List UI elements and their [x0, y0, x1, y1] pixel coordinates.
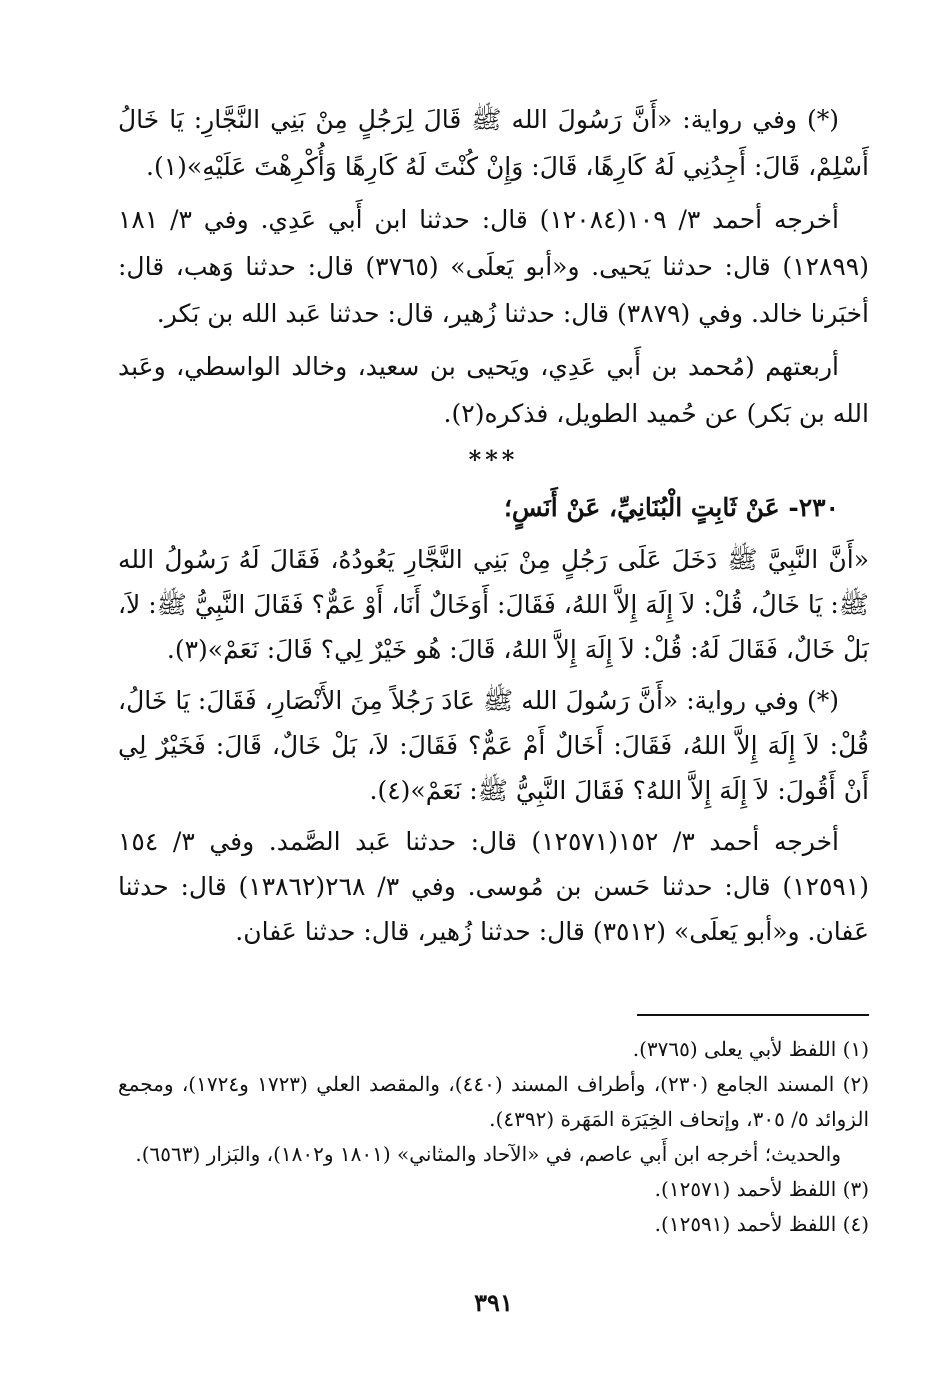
book-page: [118, 96, 869, 1346]
main-text: [118, 96, 869, 954]
page-number: ٣٩١: [474, 1288, 513, 1317]
footnote-1: (١) اللفظ لأبي يعلى (٣٧٦٥).: [632, 1037, 869, 1061]
takhrij-paragraph: أخرجه أحمد ٣/ ١٠٩(١٢٠٨٤) قال: حدثنا ابن أَبي عَدِي. وفي ٣/ ١٨١ (١٢٨٩٩) قال: حدثنا يَحيى. و«أبو يَعلَى» (٣٧٦٥) قال: حدثنا وَهب، قال: أخبَرنا خالد. وفي (٣٨٧٩) قال: حدثنا زُهير، قال: حدثنا عَبد الله بن بَكر.: [118, 205, 869, 328]
footnotes: [118, 1032, 869, 1242]
footnote-4: (٤) اللفظ لأحمد (١٢٥٩١).: [654, 1212, 869, 1236]
footnote-2: (٢) المسند الجامع (٢٣٠)، وأطراف المسند (٤٤٠)، والمقصد العلي (١٧٢٣ و١٧٢٤)، ومجمع الزوائد ٥/ ٣٠٥، وإتحاف الخِيَرَة المَهَرة (٤٣٩٢).: [118, 1072, 870, 1131]
footnote-2-continuation: والحديث؛ أخرجه ابن أَبي عاصم، في «الآحاد والمثاني» (١٨٠١ و١٨٠٢)، والبَزار (٦٥٦٣).: [135, 1142, 841, 1166]
hadith-variant-paragraph: (*) وفي رواية: «أَنَّ رَسُولَ الله ﷺ عَادَ رَجُلاً مِنَ الأَنْصَارِ، فَقَالَ: يَا خَالُ، قُلْ: لاَ إِلَهَ إِلاَّ اللهُ، فَقَالَ: أَخَالٌ أَمْ عَمٌّ؟ فَقَالَ: لاَ، بَلْ خَالٌ، قَالَ: فَخَيْرٌ لِي أَنْ أَقُولَ: لاَ إِلَهَ إِلاَّ اللهُ؟ فَقَالَ النَّبِيُّ ﷺ: نَعَمْ»(٤).: [118, 686, 869, 805]
footnote-3: (٣) اللفظ لأحمد (١٢٥٧١).: [654, 1177, 869, 1201]
hadith-text-paragraph: «أَنَّ النَّبِيَّ ﷺ دَخَلَ عَلَى رَجُلٍ مِنْ بَنِي النَّجَّارِ يَعُودُهُ، فَقَالَ لَهُ رَسُولُ الله ﷺ: يَا خَالُ، قُلْ: لاَ إِلَهَ إِلاَّ اللهُ، فَقَالَ: أَوَخَالٌ أَنَا، أَوْ عَمٌّ؟ فَقَالَ النَّبِيُّ ﷺ: لاَ، بَلْ خَالٌ، فَقَالَ لَهُ: قُلْ: لاَ إِلَهَ إِلاَّ اللهُ، قَالَ: هُو خَيْرٌ لِي؟ قَالَ: نَعَمْ»(٣).: [117, 545, 869, 664]
footnote-divider: [637, 1014, 869, 1016]
hadith-takhrij-paragraph: أخرجه أحمد ٣/ ١٥٢(١٢٥٧١) قال: حدثنا عَبد الصَّمد. وفي ٣/ ١٥٤ (١٢٥٩١) قال: حدثنا حَسن بن مُوسى. وفي ٣/ ٢٦٨(١٣٨٦٢) قال: حدثنا عَفان. و«أبو يَعلَى» (٣٥١٢) قال: حدثنا زُهير، قال: حدثنا عَفان.: [118, 827, 870, 946]
hadith-heading: ٢٣٠- عَنْ ثَابِتٍ الْبُنَانِيِّ، عَنْ أَنَسٍ؛: [503, 493, 839, 522]
narration-variant-paragraph: (*) وفي رواية: «أَنَّ رَسُولَ الله ﷺ قَالَ لِرَجُلٍ مِنْ بَنِي النَّجَّارِ: يَا خَالُ أَسْلِمْ، قَالَ: أَجِدُنِي لَهُ كَارِهًا، قَالَ: وَإِنْ كُنْتَ لَهُ كَارِهًا وَأُكْرِهْتَ عَلَيْهِ»(١).: [118, 105, 869, 181]
narrators-paragraph: أربعتهم (مُحمد بن أَبي عَدِي، ويَحيى بن سعيد، وخالد الواسطي، وعَبد الله بن بَكر) عن حُميد الطويل، فذكره(٢).: [118, 352, 869, 428]
section-separator: ***: [468, 445, 519, 474]
